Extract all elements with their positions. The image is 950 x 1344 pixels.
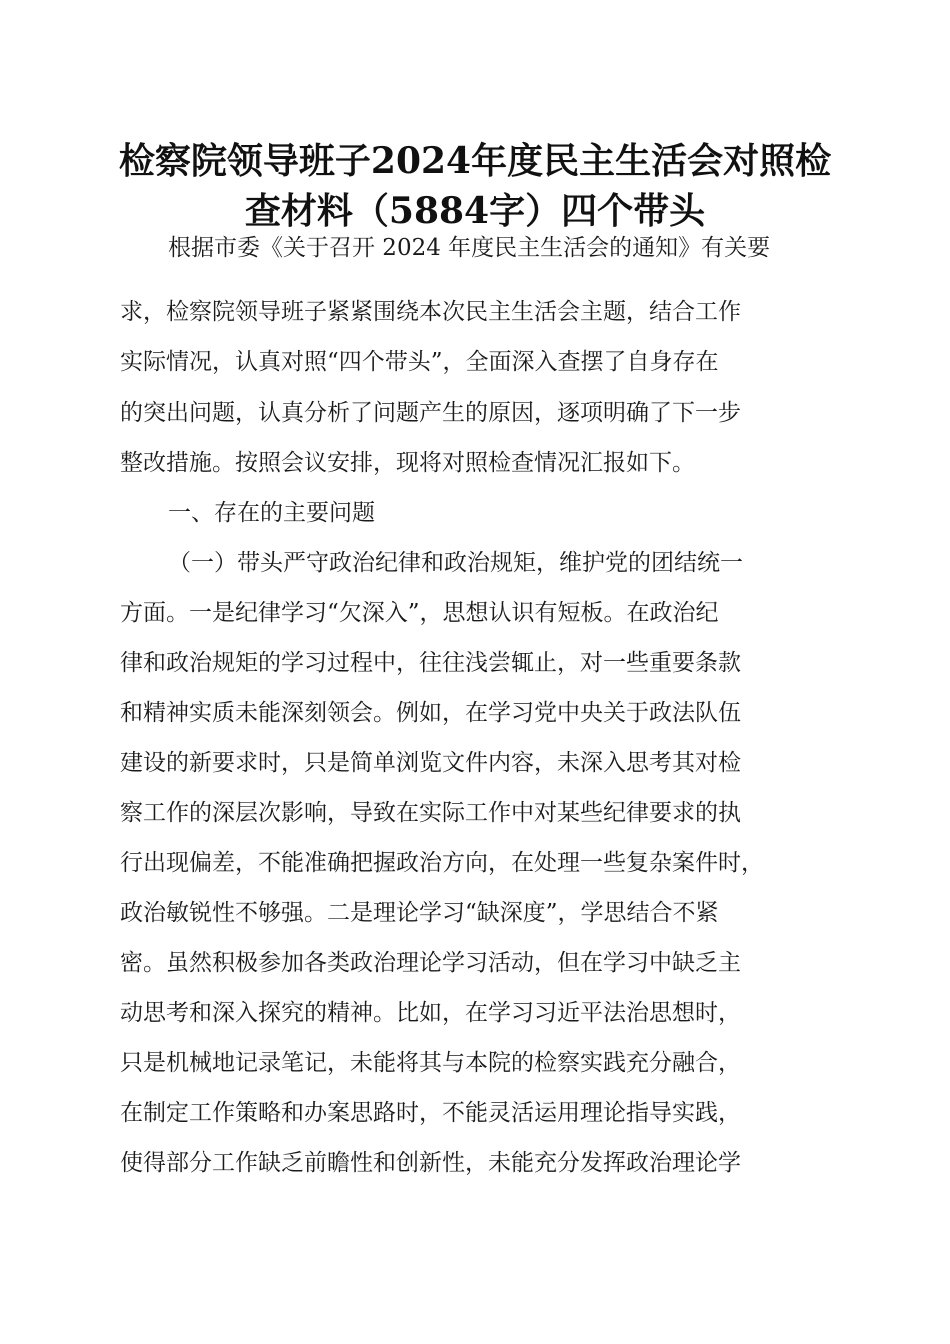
paragraph-line: 察工作的深层次影响，导致在实际工作中对某些纪律要求的执: [120, 800, 741, 826]
paragraph-line: 整改措施。按照会议安排，现将对照检查情况汇报如下。: [120, 450, 695, 476]
paragraph-line: 只是机械地记录笔记，未能将其与本院的检察实践充分融合，: [120, 1050, 741, 1076]
paragraph-line: 政治敏锐性不够强。二是理论学习“缺深度”，学思结合不紧: [120, 900, 719, 926]
paragraph-line: 动思考和深入探究的精神。比如，在学习习近平法治思想时，: [120, 1000, 741, 1026]
paragraph-line: （一）带头严守政治纪律和政治规矩，维护党的团结统一: [168, 550, 743, 576]
paragraph-line: 使得部分工作缺乏前瞻性和创新性，未能充分发挥政治理论学: [120, 1150, 741, 1176]
paragraph-line: 的突出问题，认真分析了问题产生的原因，逐项明确了下一步: [120, 400, 741, 426]
paragraph-line: 方面。一是纪律学习“欠深入”，思想认识有短板。在政治纪: [120, 600, 719, 626]
paragraph-line: 密。虽然积极参加各类政治理论学习活动，但在学习中缺乏主: [120, 950, 741, 976]
document-title-line-1: 检察院领导班子2024年度民主生活会对照检: [118, 140, 832, 182]
section-heading: 一、存在的主要问题: [168, 500, 375, 526]
paragraph-line: 和精神实质未能深刻领会。例如，在学习党中央关于政法队伍: [120, 700, 741, 726]
paragraph-line: 实际情况，认真对照“四个带头”，全面深入查摆了自身存在: [120, 349, 719, 375]
paragraph-line: 建设的新要求时，只是简单浏览文件内容，未深入思考其对检: [120, 750, 741, 776]
paragraph-line: 求，检察院领导班子紧紧围绕本次民主生活会主题，结合工作: [120, 299, 741, 325]
paragraph-line: 根据市委《关于召开 2024 年度民主生活会的通知》有关要: [168, 235, 771, 261]
paragraph-line: 律和政治规矩的学习过程中，往往浅尝辄止，对一些重要条款: [120, 650, 741, 676]
document-title-line-2: 查材料（5884字）四个带头: [244, 190, 706, 232]
paragraph-line: 在制定工作策略和办案思路时，不能灵活运用理论指导实践，: [120, 1100, 741, 1126]
paragraph-line: 行出现偏差，不能准确把握政治方向，在处理一些复杂案件时，: [120, 850, 764, 876]
